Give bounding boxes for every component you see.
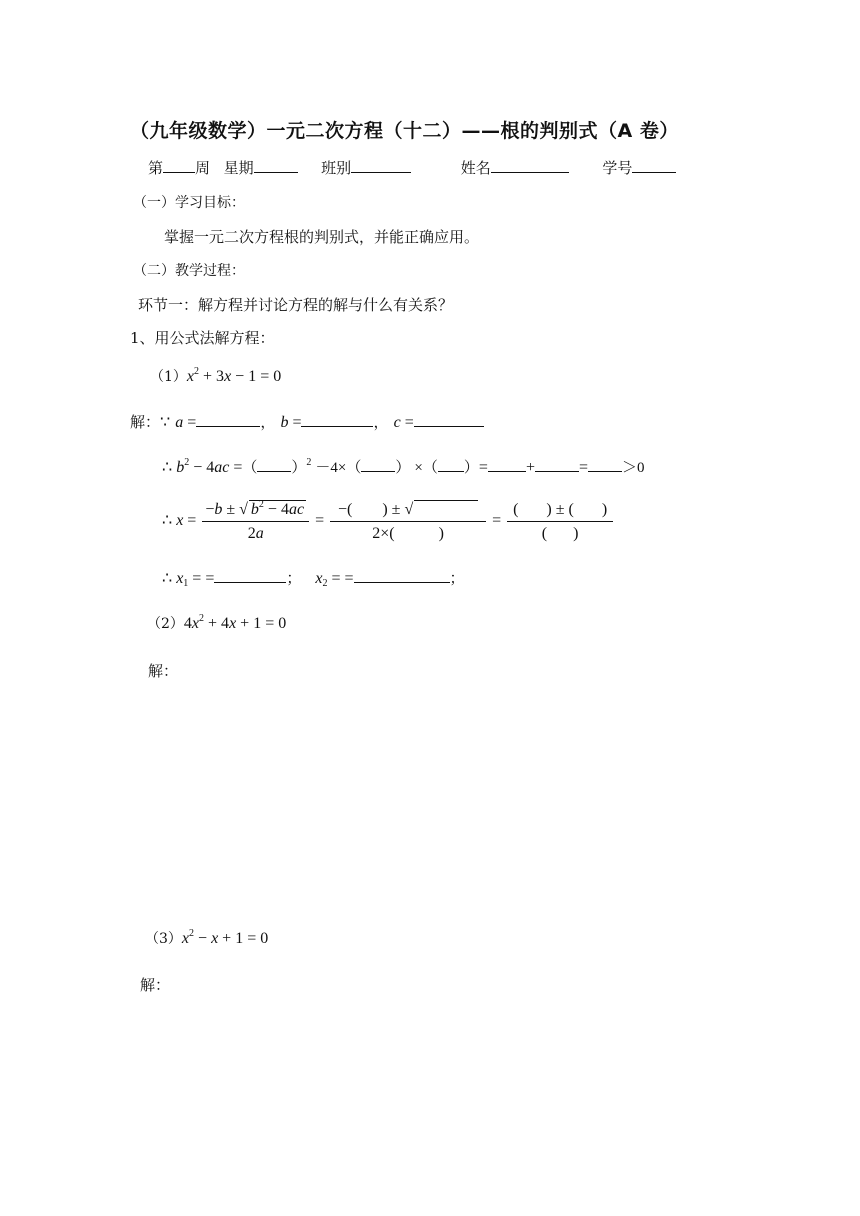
problem-2-label: （2）	[147, 616, 184, 632]
disc-a-blank[interactable]	[361, 457, 395, 472]
problem-3-answer-area[interactable]	[140, 1004, 720, 1184]
week-prefix: 第	[148, 159, 164, 177]
problem-2-answer-area[interactable]	[148, 690, 728, 900]
formula-fraction: $\frac{-b \pm √ b^2 - 4ac}{2a}$	[202, 500, 309, 543]
because-symbol: ∵	[160, 414, 171, 431]
class-blank[interactable]	[351, 158, 411, 173]
problem-2-equation: $(2)4x^2 + 4x + 1 = 0$	[147, 613, 287, 632]
c-blank[interactable]	[414, 412, 484, 427]
item-one-text: 1、用公式法解方程：	[130, 329, 275, 347]
x1-blank[interactable]	[214, 568, 286, 583]
b-blank[interactable]	[301, 412, 373, 427]
roots-line: ∴ $x_1$ = = ； $x_2$ = = ；	[162, 570, 465, 589]
disc-c-blank[interactable]	[438, 457, 464, 472]
problem-2-solve-label: 解：	[148, 662, 179, 680]
problem-1-solve-label: 解：	[130, 413, 161, 431]
x2-blank[interactable]	[354, 568, 450, 583]
section-objectives-heading: （一）学习目标：	[133, 195, 245, 211]
substitution-fraction: $\frac{-( ) \pm √}{2\times( )}$	[330, 500, 486, 543]
sub-disc-blank[interactable]	[414, 500, 478, 519]
section-objectives-text: 掌握一元二次方程根的判别式，并能正确应用。	[164, 228, 480, 246]
problem-3-label: （3）	[145, 931, 182, 947]
simplified-fraction: $\frac{( ) \pm ( )}{( )}$	[507, 501, 613, 543]
discriminant-line: ∴ $b^2 - 4ac$ =（ ）$^2$ －4×（ ） ×（ ）= + = ＞0	[162, 457, 645, 476]
quadratic-formula-line: ∴ x = $\frac{-b \pm √ b^2 - 4ac}{2a}$ = $\frac{-( ) \pm √}{2\times( )}$ = $\frac{( ) \pm ( )}{( )}$	[162, 500, 615, 543]
week-suffix: 周	[195, 159, 211, 177]
problem-3-equation: $(3)x^2 - x + 1 = 0$	[145, 928, 269, 947]
coefficients-line: 解：∵ a = ， b = ， c =	[130, 411, 484, 432]
disc-term1-blank[interactable]	[488, 457, 526, 472]
therefore-symbol: ∴	[162, 459, 173, 476]
page-title: （九年级数学）一元二次方程（十二）——根的判别式（A 卷）	[130, 120, 679, 142]
disc-term2-blank[interactable]	[535, 457, 579, 472]
disc-b-blank[interactable]	[257, 457, 291, 472]
section-process-heading: （二）教学过程：	[133, 263, 245, 279]
problem-1-label: （1）	[150, 369, 187, 385]
week-blank[interactable]	[163, 158, 195, 173]
name-blank[interactable]	[491, 158, 569, 173]
problem-1-equation: $(1)x^2 + 3x - 1 = 0$	[150, 366, 282, 385]
step-one-text: 环节一：解方程并讨论方程的解与什么有关系？	[138, 296, 454, 314]
class-label: 班别	[321, 159, 352, 177]
student-no-blank[interactable]	[632, 158, 676, 173]
weekday-label: 星期	[223, 159, 254, 177]
problem-3-solve-label: 解：	[140, 976, 171, 994]
weekday-blank[interactable]	[254, 158, 298, 173]
student-info-line	[148, 157, 676, 178]
student-no-label: 学号	[602, 159, 633, 177]
name-label: 姓名	[460, 159, 491, 177]
a-blank[interactable]	[196, 412, 260, 427]
disc-result-blank[interactable]	[588, 457, 622, 472]
